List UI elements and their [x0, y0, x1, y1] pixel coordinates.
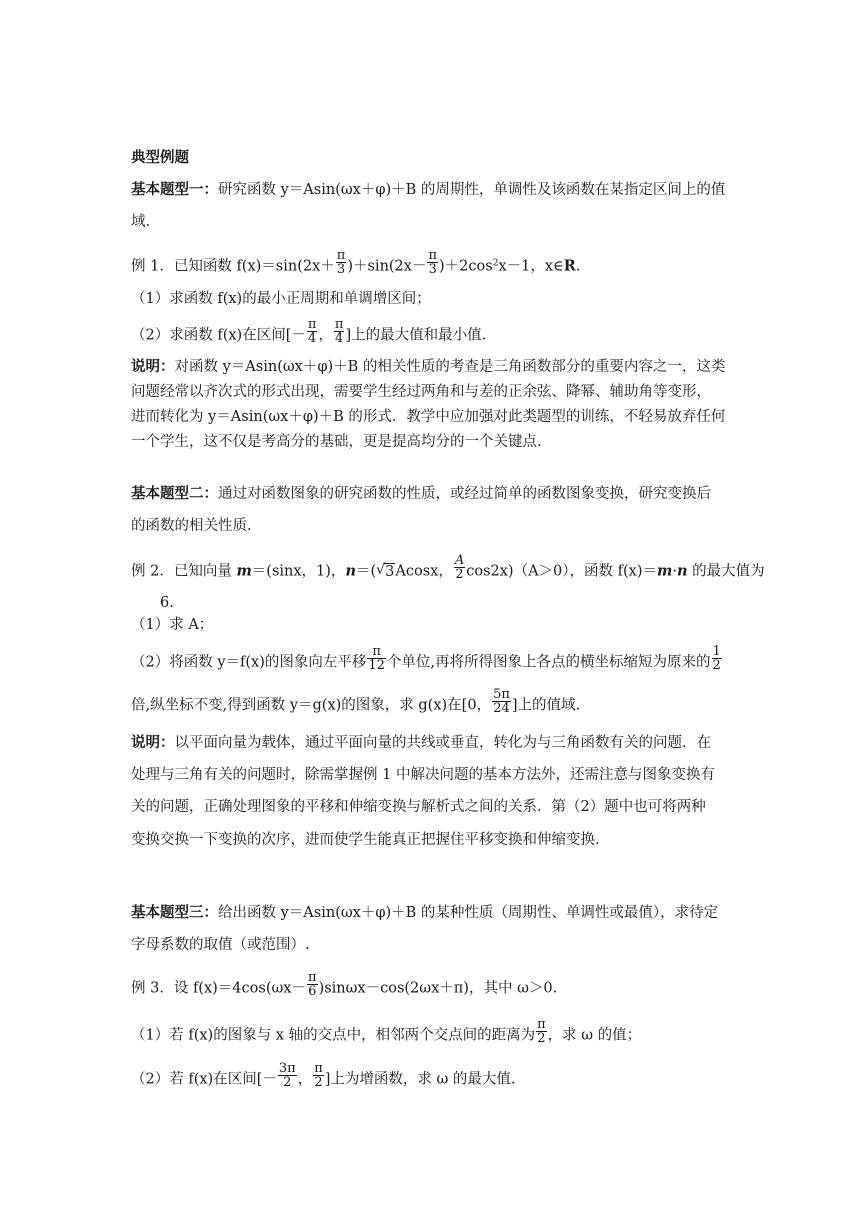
- note1-l1: 对函数 y＝Asin(ωx＋φ)＋B 的相关性质的考查是三角函数部分的重要内容之一，这类: [174, 359, 726, 375]
- ex3-q1-frac: [536, 1018, 547, 1045]
- note1-line4: 一个学生，这不仅是考高分的基础，更是提高均分的一个关键点.: [131, 434, 542, 450]
- ex1-frac2: [427, 249, 438, 276]
- ex2-q2b-post: ]上的值域.: [511, 697, 581, 714]
- ex1-frac1: [336, 249, 347, 276]
- ex1-frac1-num: π: [336, 248, 346, 263]
- ex2-sqrt: [376, 562, 395, 582]
- ex2-q2b-frac-num: 5π: [493, 687, 510, 702]
- note2-label: 说明：: [131, 734, 175, 751]
- ex3-pre: 例 3．设 f(x)＝4cos(ωx－: [131, 980, 306, 997]
- ex2-vector-n: n: [345, 562, 356, 580]
- type2-text-b: 的函数的相关性质.: [131, 518, 252, 534]
- example2-q2-line2: [131, 687, 581, 719]
- ex1-frac2-den: 3: [428, 262, 437, 277]
- ex3-q1-frac-num: π: [537, 1017, 546, 1032]
- ex2-mid1: ＝(sinx，1)，: [251, 563, 346, 580]
- ex3-frac-num: π: [307, 970, 317, 985]
- ex1-post2: x－1，x∈: [498, 258, 564, 275]
- ex3-q2-pre: （2）若 f(x)在区间[－: [131, 1071, 277, 1088]
- ex1-q2-frac1-num: π: [307, 317, 317, 332]
- type3-text-b: 字母系数的取值（或范围）.: [131, 937, 310, 953]
- ex2-dot-n: n: [676, 562, 688, 580]
- ex3-frac-den: 6: [308, 984, 317, 999]
- ex2-q2-frac2-den: 2: [712, 658, 721, 673]
- ex3-frac: [307, 971, 318, 998]
- note1-line1: [131, 357, 725, 377]
- ex3-q2-frac2-num: π: [314, 1061, 323, 1076]
- ex3-post: )sinωx－cos(2ωx＋π)，其中 ω＞0.: [318, 980, 558, 997]
- type1-line1: [131, 180, 725, 200]
- ex1-q2-post: ]上的最大值和最小值.: [345, 327, 487, 344]
- example1-q2: [131, 317, 487, 349]
- ex2-post: 的最大值为: [687, 563, 765, 580]
- ex1-end: .: [575, 258, 581, 275]
- example3-statement: [131, 970, 558, 1002]
- ex1-pre: 例 1．已知函数 f(x)＝sin(2x＋: [131, 258, 335, 275]
- ex1-q2-mid: ，: [318, 327, 333, 344]
- ex2-frac-num: A: [454, 553, 465, 568]
- ex1-q2-frac2: [334, 318, 345, 345]
- note2-line1: [131, 733, 711, 753]
- example1-statement: [131, 248, 581, 280]
- ex2-q2-frac1-den: 12: [368, 658, 385, 673]
- ex1-sup: 2: [492, 258, 499, 269]
- section-heading: 典型例题: [131, 149, 189, 166]
- ex2-mid4: cos2x)（A＞0），函数 f(x)＝: [466, 563, 657, 580]
- type1-label: 基本题型一：: [131, 181, 218, 198]
- ex2-q2b-frac: [492, 688, 511, 715]
- ex3-q2-frac1-num: 3π: [278, 1061, 296, 1076]
- ex2-q2-frac2: [712, 645, 722, 672]
- ex3-q2-post: ]上为增函数，求 ω 的最大值.: [324, 1071, 516, 1088]
- note2-line3: 关的问题，正确处理图象的平移和伸缩变换与解析式之间的关系．第（2）题中也可将两种: [131, 799, 706, 815]
- example2-continuation: 6.: [160, 595, 174, 611]
- type1-text-a: 研究函数 y＝Asin(ωx＋φ)＋B 的周期性，单调性及该函数在某指定区间上的值: [218, 182, 726, 198]
- type3-label: 基本题型三：: [131, 904, 218, 921]
- type2-line1: [131, 484, 711, 504]
- ex2-q2-mid: 个单位,再将所得图象上各点的横坐标缩短为原来的: [386, 654, 711, 671]
- ex1-q2-frac1-den: 4: [307, 331, 317, 346]
- ex2-q2-frac2-num: 1: [712, 644, 721, 659]
- note2-line4: 变换交换一下变换的次序，进而使学生能真正把握住平移变换和伸缩变换.: [131, 832, 600, 848]
- note2-l1: 以平面向量为载体，通过平面向量的共线或垂直，转化为与三角函数有关的问题．在: [174, 735, 711, 751]
- ex2-q2-frac1-num: π: [372, 644, 381, 659]
- example2-q1: （1）求 A；: [131, 617, 214, 633]
- ex1-q2-frac2-den: 4: [335, 331, 344, 346]
- ex2-q2-pre: （2）将函数 y＝f(x)的图象向左平移: [131, 654, 367, 671]
- ex3-q1-pre: （1）若 f(x)的图象与 x 轴的交点中，相邻两个交点间的距离为: [131, 1027, 536, 1044]
- type3-text-a: 给出函数 y＝Asin(ωx＋φ)＋B 的某种性质（周期性、单调性或最值），求待定: [218, 905, 719, 921]
- ex3-q2-frac1-den: 2: [278, 1075, 297, 1089]
- ex2-mid3: Acosx，: [395, 563, 453, 580]
- example2-q2-line1: [131, 644, 723, 676]
- ex1-mid: )＋sin(2x－: [347, 258, 427, 275]
- type3-line1: [131, 903, 718, 923]
- ex1-frac1-den: 3: [336, 262, 346, 277]
- note1-label: 说明：: [131, 358, 175, 375]
- ex3-q2-frac2: [313, 1062, 324, 1089]
- type1-text-b: 域.: [131, 214, 151, 230]
- ex2-mid2: ＝(: [355, 563, 377, 580]
- ex1-real-set: R: [563, 257, 576, 275]
- note1-line2: 问题经常以齐次式的形式出现，需要学生经过两角和与差的正余弦、降幂、辅助角等变形，: [131, 384, 711, 400]
- ex1-post: )＋2cos: [439, 258, 493, 275]
- ex1-q2-pre: （2）求函数 f(x)在区间[－: [131, 327, 306, 344]
- ex2-vector-m: m: [236, 562, 252, 580]
- ex2-dot: ·: [672, 563, 677, 580]
- ex2-frac-den: 2: [455, 567, 464, 582]
- note2-line2: 处理与三角有关的问题时，除需掌握例 1 中解决问题的基本方法外，还需注意与图象变换有: [131, 767, 715, 783]
- type2-text-a: 通过对函数图象的研究函数的性质，或经过简单的函数图象变换，研究变换后: [218, 486, 711, 502]
- ex3-q1-frac-den: 2: [537, 1031, 546, 1046]
- ex2-pre: 例 2．已知向量: [131, 563, 237, 580]
- example3-q2: [131, 1061, 516, 1093]
- example3-q1: [131, 1017, 642, 1049]
- type2-label: 基本题型二：: [131, 485, 218, 502]
- sqrt-radical-icon: √: [376, 561, 386, 578]
- ex1-frac2-num: π: [428, 248, 438, 263]
- ex2-q2b-frac-den: 24: [493, 701, 510, 716]
- example1-q1: （1）求函数 f(x)的最小正周期和单调增区间；: [131, 291, 431, 307]
- ex3-q2-frac1: [278, 1062, 297, 1089]
- ex3-q1-post: ，求 ω 的值；: [547, 1027, 642, 1044]
- ex2-q2-frac1: [367, 645, 386, 672]
- ex2-frac: [454, 554, 465, 581]
- ex3-q2-frac2-den: 2: [314, 1075, 323, 1090]
- ex2-sqrt-value: 3: [385, 563, 395, 580]
- ex2-dot-m: m: [657, 562, 673, 580]
- ex1-q2-frac2-num: π: [334, 317, 344, 332]
- ex3-q2-mid: ，: [297, 1071, 313, 1088]
- ex1-q2-frac1: [307, 318, 318, 345]
- ex2-q2b-pre: 倍,纵坐标不变,得到函数 y＝g(x)的图象，求 g(x)在[0，: [131, 697, 492, 714]
- note1-line3: 进而转化为 y＝Asin(ωx＋φ)＋B 的形式．教学中应加强对此类题型的训练，不轻易放弃任何: [131, 409, 726, 425]
- example2-statement: [131, 553, 765, 585]
